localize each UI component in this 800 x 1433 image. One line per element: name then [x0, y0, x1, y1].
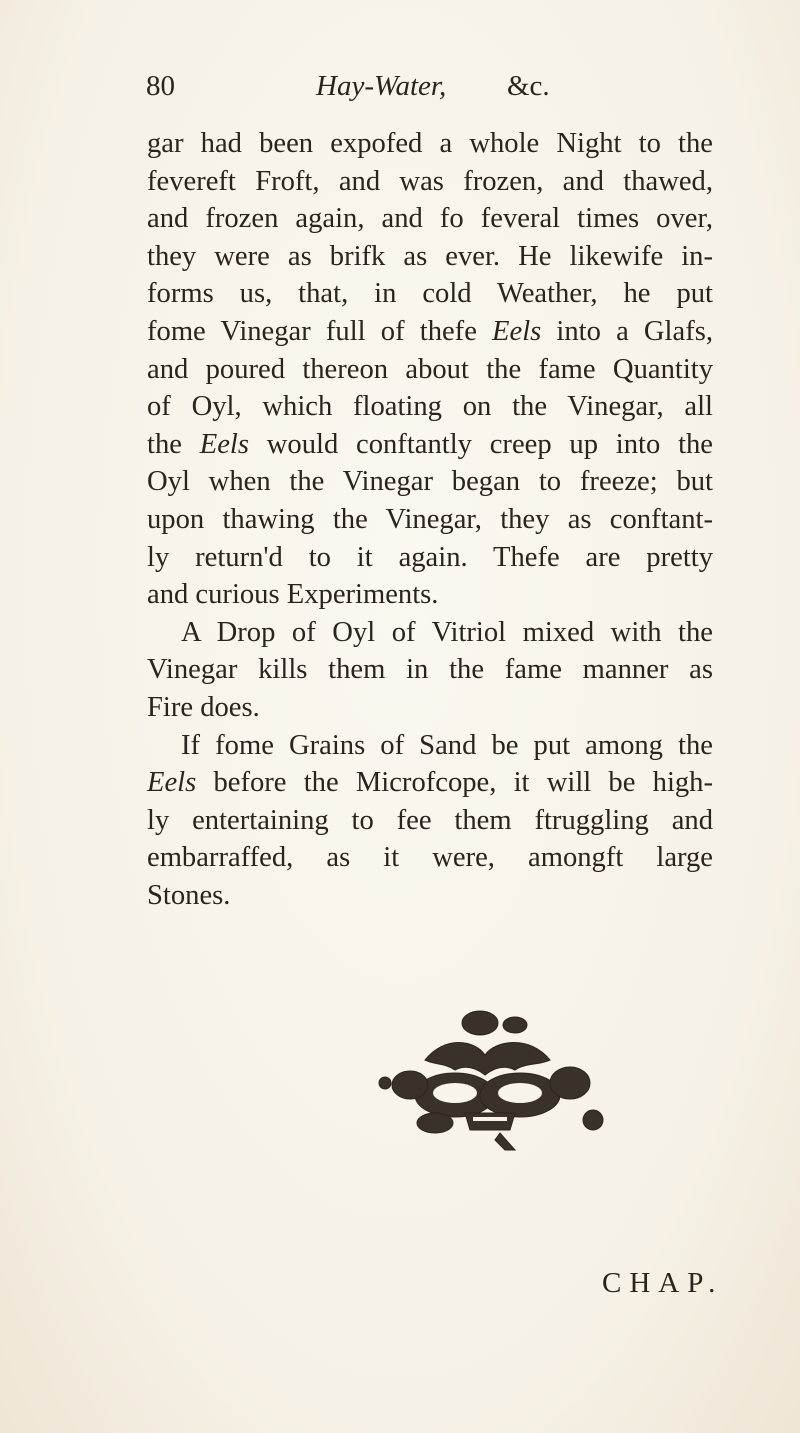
body-text — [147, 125, 713, 914]
paragraph-1 — [147, 125, 713, 614]
text-line: and curious Experiments. — [147, 579, 439, 611]
catchword: CHAP. — [602, 1267, 724, 1299]
text-line — [147, 764, 713, 802]
text-line: Vinegar kills them in the fame manner as — [147, 654, 713, 686]
text-line: gar had been expofed a whole Night to the — [147, 128, 713, 159]
text-line: ly return'd to it again. Thefe are pretty — [147, 541, 713, 573]
text-line — [147, 426, 713, 464]
ornament-icon — [355, 1005, 615, 1155]
text-line: If fome Grains of Sand be put among the — [181, 729, 713, 761]
text-line: and poured thereon about the fame Quantity — [147, 353, 713, 385]
page-header — [146, 70, 586, 110]
text-segment: the — [147, 428, 200, 460]
text-segment: fome Vinegar full of thefe — [147, 315, 493, 347]
running-title-etc: &c. — [507, 70, 550, 102]
page-number: 80 — [146, 70, 175, 102]
text-line: Oyl when the Vinegar began to freeze; but — [147, 466, 713, 498]
text-line: A Drop of Oyl of Vitriol mixed with the — [181, 616, 713, 648]
text-segment: into a Glafs, — [541, 315, 713, 347]
text-line: they were as brifk as ever. He likewife in- — [147, 240, 713, 272]
text-line: ly entertaining to fee them ftruggling and — [147, 804, 713, 836]
text-line: forms us, that, in cold Weather, he put — [147, 278, 713, 310]
text-line: Fire does. — [147, 691, 260, 723]
text-segment: before the Microfcope, it will be high- — [196, 767, 713, 799]
italic-word: Eels — [492, 315, 542, 347]
text-line: upon thawing the Vinegar, they as conftant- — [147, 503, 713, 535]
running-title: Hay-Water, — [316, 70, 447, 102]
text-line: Stones. — [147, 879, 231, 911]
text-line: and frozen again, and fo feveral times over, — [147, 203, 713, 235]
text-line: of Oyl, which floating on the Vinegar, all — [147, 391, 713, 423]
paragraph-3 — [147, 727, 713, 915]
text-line — [147, 313, 713, 351]
italic-word: Eels — [199, 428, 249, 460]
paragraph-2 — [147, 614, 713, 727]
text-line: fevereft Froft, and was frozen, and thawed, — [147, 165, 713, 197]
text-segment: would conftantly creep up into the — [248, 428, 713, 460]
text-line: embarraffed, as it were, amongft large — [147, 842, 713, 874]
italic-word: Eels — [147, 767, 197, 799]
